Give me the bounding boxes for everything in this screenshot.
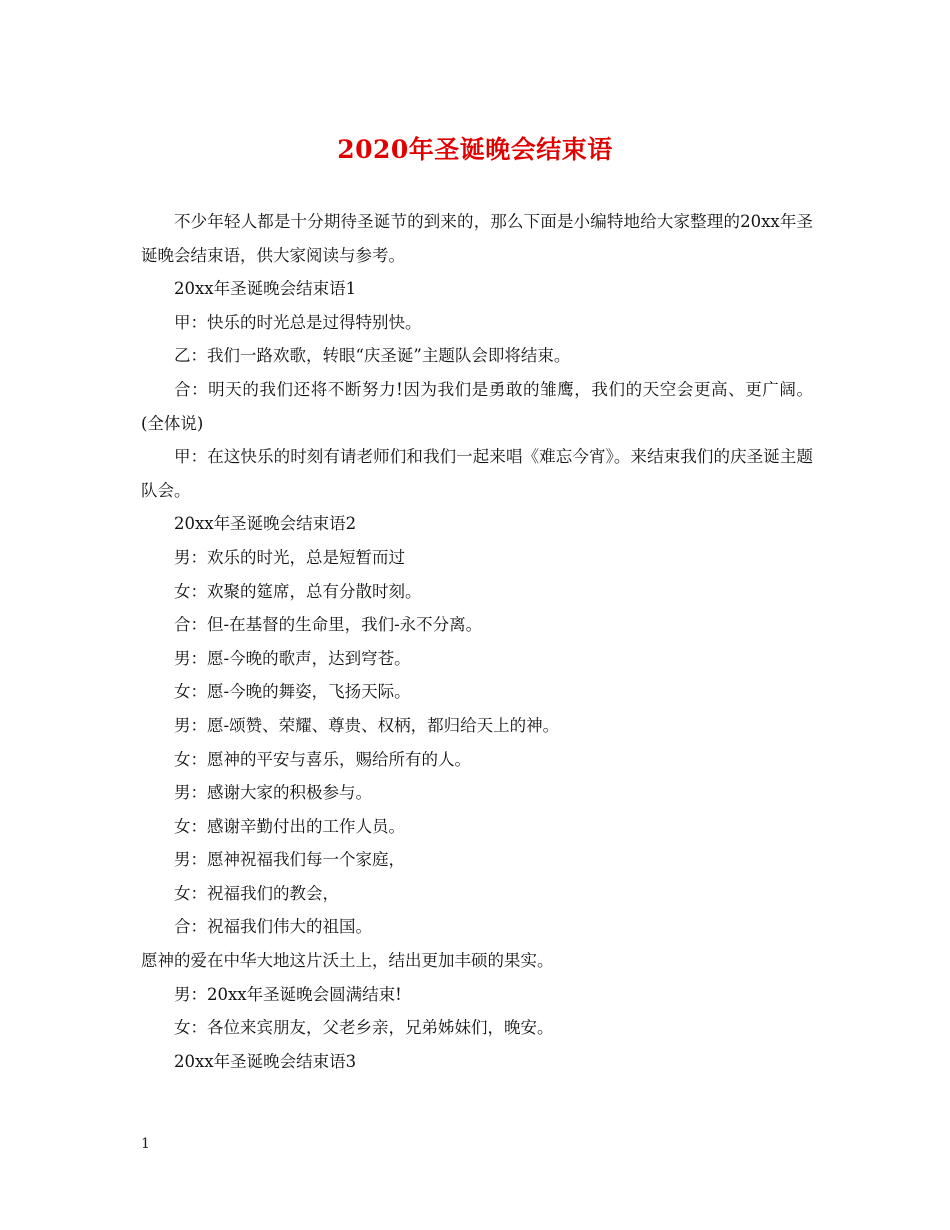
dialogue-line: 合：但-在基督的生命里，我们-永不分离。 bbox=[174, 615, 483, 635]
dialogue-line: 男：欢乐的时光，总是短暂而过 bbox=[174, 547, 405, 567]
document-title: 2020年圣诞晚会结束语 bbox=[337, 135, 613, 164]
dialogue-line: 甲：在这快乐的时刻有请老师们和我们一起来唱《难忘今宵》。来结束我们的庆圣诞主题队会。 bbox=[141, 447, 813, 500]
dialogue-line: 女：各位来宾朋友，父老乡亲，兄弟姊妹们，晚安。 bbox=[174, 1018, 554, 1038]
dialogue-line: 男：愿神祝福我们每一个家庭， bbox=[174, 850, 405, 870]
page-number: 1 bbox=[141, 1136, 150, 1152]
dialogue-line: 女：祝福我们的教会， bbox=[174, 883, 339, 903]
dialogue-line: 合：祝福我们伟大的祖国。 bbox=[174, 917, 372, 937]
dialogue-line: 男：愿-颂赞、荣耀、尊贵、权柄，都归给天上的神。 bbox=[174, 715, 560, 735]
dialogue-line: 乙：我们一路欢歌，转眼“庆圣诞”主题队会即将结束。 bbox=[174, 346, 571, 366]
dialogue-line: 女：感谢辛勤付出的工作人员。 bbox=[174, 816, 405, 836]
section-heading-3: 20xx年圣诞晚会结束语3 bbox=[174, 1051, 357, 1071]
dialogue-line: 女：欢聚的筵席，总有分散时刻。 bbox=[174, 581, 422, 601]
closing-line: 愿神的爱在中华大地这片沃土上，结出更加丰硕的果实。 bbox=[141, 951, 554, 971]
section-heading-2: 20xx年圣诞晚会结束语2 bbox=[174, 514, 357, 534]
dialogue-line: 甲：快乐的时光总是过得特别快。 bbox=[174, 312, 422, 332]
dialogue-line: 男：感谢大家的积极参与。 bbox=[174, 783, 372, 803]
document-body bbox=[141, 205, 813, 1078]
dialogue-line: 男：20xx年圣诞晚会圆满结束! bbox=[174, 984, 402, 1004]
section-heading-1: 20xx年圣诞晚会结束语1 bbox=[174, 279, 357, 299]
dialogue-line: 女：愿-今晚的舞姿，飞扬天际。 bbox=[174, 682, 411, 702]
paragraph-intro: 不少年轻人都是十分期待圣诞节的到来的，那么下面是小编特地给大家整理的20xx年圣诞晚会结束语，供大家阅读与参考。 bbox=[141, 212, 813, 265]
dialogue-line: 男：愿-今晚的歌声，达到穹苍。 bbox=[174, 648, 411, 668]
dialogue-line: 女：愿神的平安与喜乐，赐给所有的人。 bbox=[174, 749, 471, 769]
dialogue-line: 合：明天的我们还将不断努力!因为我们是勇敢的雏鹰，我们的天空会更高、更广阔。(全体说) bbox=[141, 379, 813, 433]
